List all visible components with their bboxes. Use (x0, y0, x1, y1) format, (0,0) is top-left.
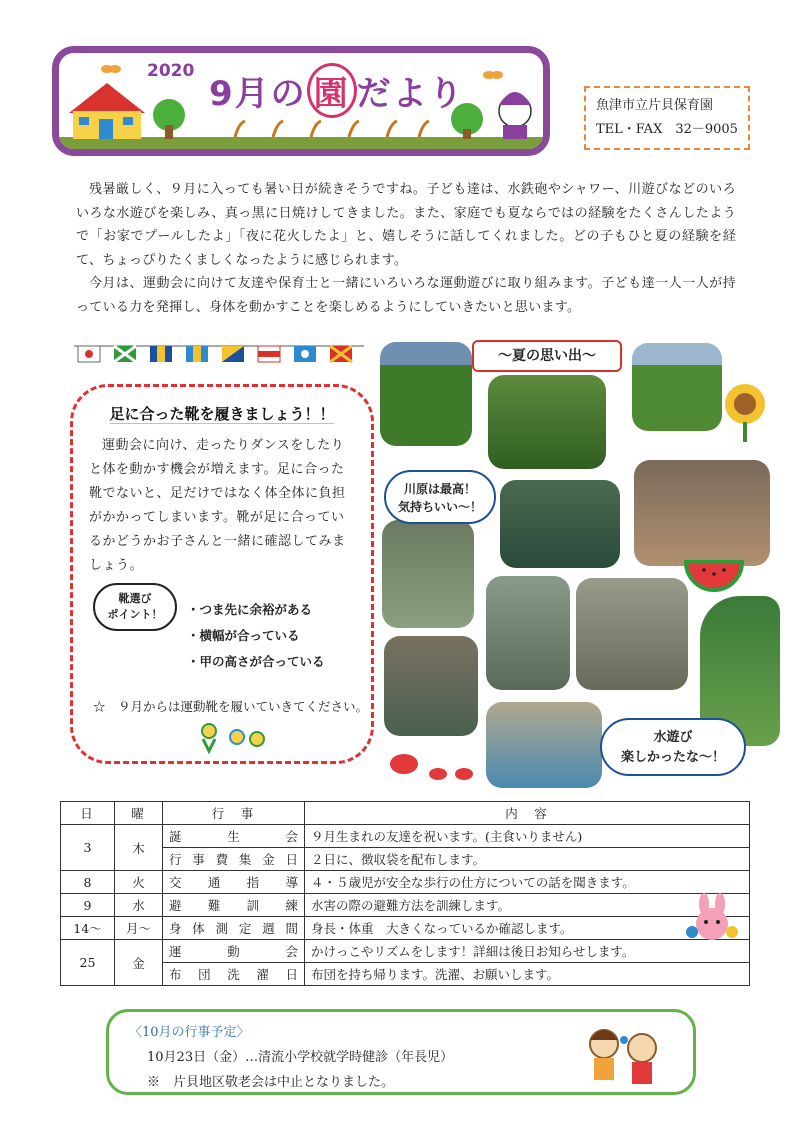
organization-name: 魚津市立片貝保育園 (596, 98, 714, 113)
october-item: 10月23日（金）…清流小学校就学時健診（年長児） (147, 1050, 454, 1065)
cell-weekday: 火 (115, 871, 163, 894)
cell-event: 誕生会 (163, 825, 305, 848)
school-building-icon (69, 83, 145, 139)
child-character-icon (499, 92, 531, 139)
event-schedule-table (60, 801, 750, 986)
cell-event: 行事費集金日 (163, 848, 305, 871)
bubble-line: 靴選び (118, 592, 152, 605)
cell-weekday: 月～ (115, 917, 163, 940)
cell-event: 布団洗濯日 (163, 963, 305, 986)
october-item: ※ 片貝地区敬老会は中止となりました。 (147, 1075, 395, 1090)
photo-kids-water-gun (486, 576, 570, 690)
cell-event: 交通指導 (163, 871, 305, 894)
shoes-body: 運動会に向け、走ったりダンスをしたりと体を動かす機会が増えます。足に合った靴でないと、足だけではなく体全体に負担がかかってしまいます。靴が足に合っているかどうかお子さんと一緒に確認してみましょう。 (89, 438, 346, 573)
cell-detail: 布団を持ち帰ります。洗濯、お願いします。 (305, 963, 750, 986)
photo-kids-water-pool (486, 702, 602, 788)
shoes-title: 足に合った靴を履きましょう！！ (109, 405, 335, 423)
cell-day: 3 (61, 825, 115, 871)
table-row (61, 848, 750, 871)
photo-kids-hillside (632, 343, 722, 431)
rabbit-character-icon (684, 892, 740, 952)
table-row (61, 825, 750, 848)
newsletter-banner (52, 46, 550, 156)
bubble-line: ポイント！ (107, 608, 163, 621)
table-header-row (61, 802, 750, 825)
header-day: 日 (61, 802, 115, 825)
photo-kids-sunflower-field (380, 342, 472, 446)
photo-child-in-river (500, 480, 620, 568)
watermelon-icon (684, 558, 744, 592)
callout-line: 川原は最高！ (403, 482, 476, 496)
kids-playing-icon (580, 1020, 670, 1090)
cell-detail: 身長・体重 大きくなっているか確認します。 (305, 917, 750, 940)
table-row (61, 894, 750, 917)
title-suffix: だより (356, 74, 465, 114)
shoe-points-list (187, 597, 325, 675)
shoe-point-item: ・甲の高さが合っている (187, 654, 325, 669)
callout-line: 気持ちいい～！ (397, 500, 482, 514)
cell-detail: ４・５歳児が安全な歩行の仕方についての話を聞きます。 (305, 871, 750, 894)
photo-kids-yellow-hats (488, 375, 606, 469)
river-callout (384, 470, 496, 524)
water-play-callout (600, 718, 746, 776)
cell-detail: 水害の際の避難方法を訓練します。 (305, 894, 750, 917)
shoe-point-item: ・つま先に余裕がある (187, 602, 313, 617)
shoe-points-bubble (93, 583, 177, 631)
cell-weekday: 水 (115, 894, 163, 917)
photo-kids-bench (634, 460, 770, 566)
october-heading: 〈10月の行事予定〉 (129, 1025, 250, 1040)
cell-detail: ９月生まれの友達を祝います。(主食いりません) (305, 825, 750, 848)
photo-girl-yellow-hat (382, 520, 474, 628)
shoes-note: ☆ ９月からは運動靴を履いていきてください。 (93, 699, 369, 714)
organization-info (584, 86, 750, 150)
butterfly-icon (101, 65, 121, 73)
title-circled-char: 園 (307, 63, 357, 118)
callout-line: 楽しかったな～！ (620, 750, 725, 765)
cell-day: 25 (61, 940, 115, 986)
running-kids-icon (193, 721, 273, 757)
summer-memories-label: ～夏の思い出～ (472, 340, 622, 372)
cell-event: 運動会 (163, 940, 305, 963)
bunting-flags (74, 343, 364, 365)
header-weekday: 曜 (115, 802, 163, 825)
crab-icons (386, 744, 486, 784)
intro-paragraph: 残暑厳しく、９月に入っても暑い日が続きそうですね。子ども達は、水鉄砲やシャワー、川遊びなどのいろいろな水遊びを楽しみ、真っ黒に日焼けしてきました。また、家庭でも夏ならではの経験をたくさんしたようで「お家でプールしたよ」「夜に花火したよ」と、嬉しそうに話してくれました。どの子もひと夏の経験を経て、ちょっぴりたくましくなったように感じられます。 (76, 182, 736, 268)
flag-icon (78, 346, 100, 362)
photo-river-rocks (384, 636, 478, 736)
cell-detail: ２日に、徴収袋を配布します。 (305, 848, 750, 871)
sunflower-icon (720, 380, 770, 444)
table-row (61, 871, 750, 894)
tree-icon (153, 99, 185, 139)
shoes-advice-box (70, 384, 374, 764)
table-row (61, 917, 750, 940)
intro-text (76, 178, 736, 319)
cell-detail: かけっこやリズムをします！詳細は後日お知らせします。 (305, 940, 750, 963)
newsletter-title (209, 63, 465, 118)
table-row (61, 963, 750, 986)
header-event: 行 事 (163, 802, 305, 825)
cell-day: 14～ (61, 917, 115, 940)
cell-day: 8 (61, 871, 115, 894)
cell-day: 9 (61, 894, 115, 917)
organization-contact: TEL・FAX 32－9005 (596, 122, 738, 137)
year-label: 2020 (147, 61, 195, 81)
cell-event: 避難訓練 (163, 894, 305, 917)
cell-weekday: 木 (115, 825, 163, 871)
cell-weekday: 金 (115, 940, 163, 986)
table-row (61, 940, 750, 963)
callout-line: 水遊び (653, 730, 693, 745)
header-detail: 内 容 (305, 802, 750, 825)
title-prefix: 9月の (209, 74, 307, 114)
cell-event: 身体測定週間 (163, 917, 305, 940)
intro-paragraph: 今月は、運動会に向けて友達や保育士と一緒にいろいろな運動遊びに取り組みます。子ども達一人一人が持っている力を発揮し、身体を動かすことを楽しめるようにしていきたいと思います。 (76, 276, 736, 315)
shoe-point-item: ・横幅が合っている (187, 628, 300, 643)
photo-kids-swimwear (576, 578, 688, 690)
